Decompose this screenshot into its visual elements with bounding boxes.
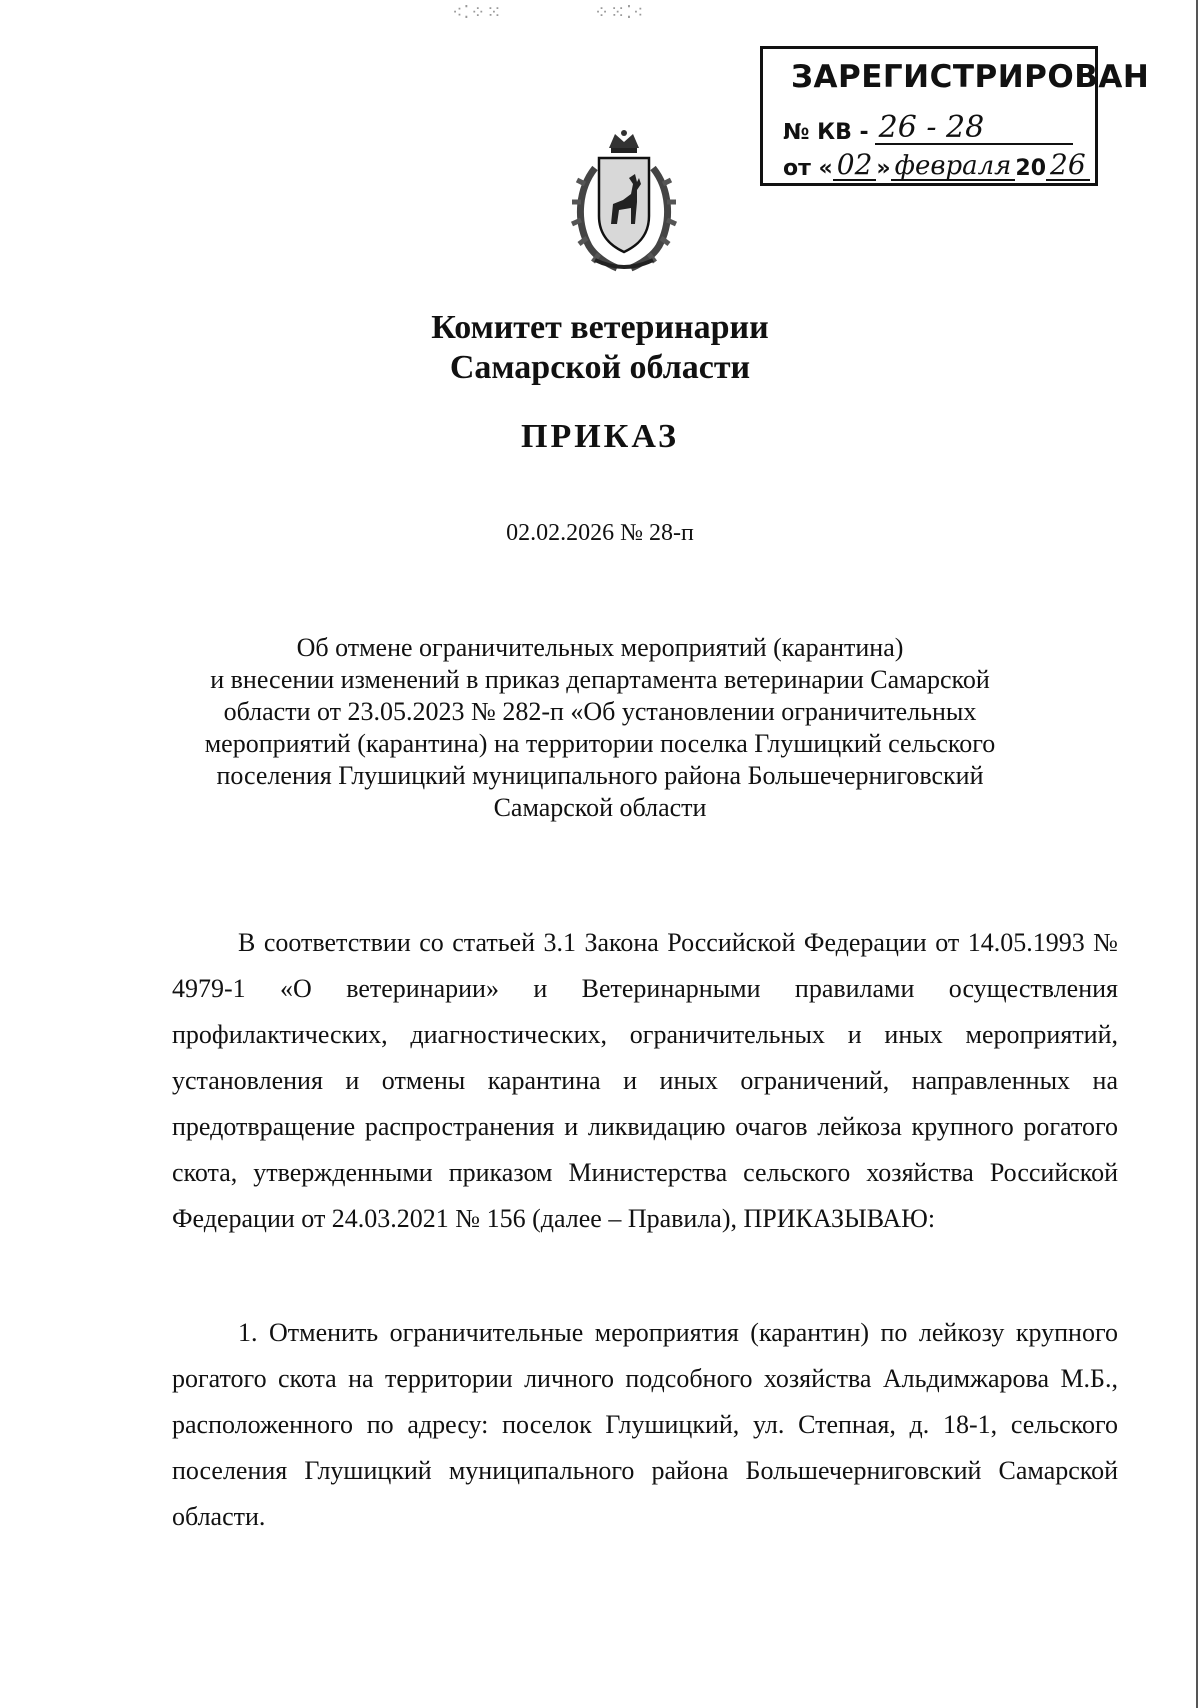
subject-line: и внесении изменений в приказ департамента ветеринарии Самарской <box>210 665 990 694</box>
stamp-date-prefix: от « <box>783 156 833 181</box>
stamp-number-handwritten: 26 - 28 <box>875 113 1073 145</box>
subject-line: Самарской области <box>493 793 707 822</box>
stamp-date-mid: » <box>876 156 891 181</box>
stamp-year-handwritten: 26 <box>1046 151 1090 181</box>
scan-artifact: ⁘⁙⁚⁖ <box>594 2 645 23</box>
document-number: 02.02.2026 № 28-п <box>506 520 694 546</box>
registration-stamp <box>760 46 1150 186</box>
stamp-number-prefix: № КВ - <box>783 120 869 145</box>
stamp-year-prefix: 20 <box>1015 156 1047 181</box>
stamp-day-handwritten: 02 <box>833 151 877 181</box>
organization-name <box>0 308 1200 388</box>
subject-line: мероприятий (карантина) на территории поселка Глушицкий сельского <box>204 729 996 758</box>
stamp-number-line <box>783 110 1073 145</box>
scan-artifact: ⁖⁚⁘⁙ <box>452 2 503 23</box>
stamp-title: ЗАРЕГИСТРИРОВАН <box>791 59 1150 95</box>
subject-line: поселения Глушицкий муниципального района Большечерниговский <box>216 761 984 790</box>
subject-line: области от 23.05.2023 № 282-п «Об установлении ограничительных <box>223 697 977 726</box>
subject-line: Об отмене ограничительных мероприятий (карантина) <box>296 633 904 662</box>
samara-oblast-coat-of-arms-icon <box>565 128 683 274</box>
scan-edge-line <box>1196 0 1198 1708</box>
organization-line: Комитет ветеринарии <box>431 309 769 346</box>
document-type: ПРИКАЗ <box>521 418 679 455</box>
body-paragraph: 1. Отменить ограничительные мероприятия (карантин) по лейкозу крупного рогатого скота на территории личного подсобного хозяйства Альдимжарова М.Б., расположенного по адресу: поселок Глушицкий, ул. Степная, д. 18-1, сельского поселения Глушицкий муниципального района Большечерниговский Самарской области. <box>172 1318 1118 1531</box>
stamp-month-handwritten: февраля <box>891 153 1016 181</box>
stamp-date-line <box>783 148 1090 181</box>
document-subject <box>0 632 1200 824</box>
organization-line: Самарской области <box>449 349 751 386</box>
body-paragraph: В соответствии со статьей 3.1 Закона Российской Федерации от 14.05.1993 № 4979-1 «О ветеринарии» и Ветеринарными правилами осуществления профилактических, диагностических, ограничительных и иных мероприятий, установления и отмены карантина и иных ограничений, направленных на предотвращение распространения и ликвидацию очагов лейкоза крупного рогатого скота, утвержденными приказом Министерства сельского хозяйства Российской Федерации от 24.03.2021 № 156 (далее – Правила), ПРИКАЗЫВАЮ: <box>172 928 1118 1233</box>
